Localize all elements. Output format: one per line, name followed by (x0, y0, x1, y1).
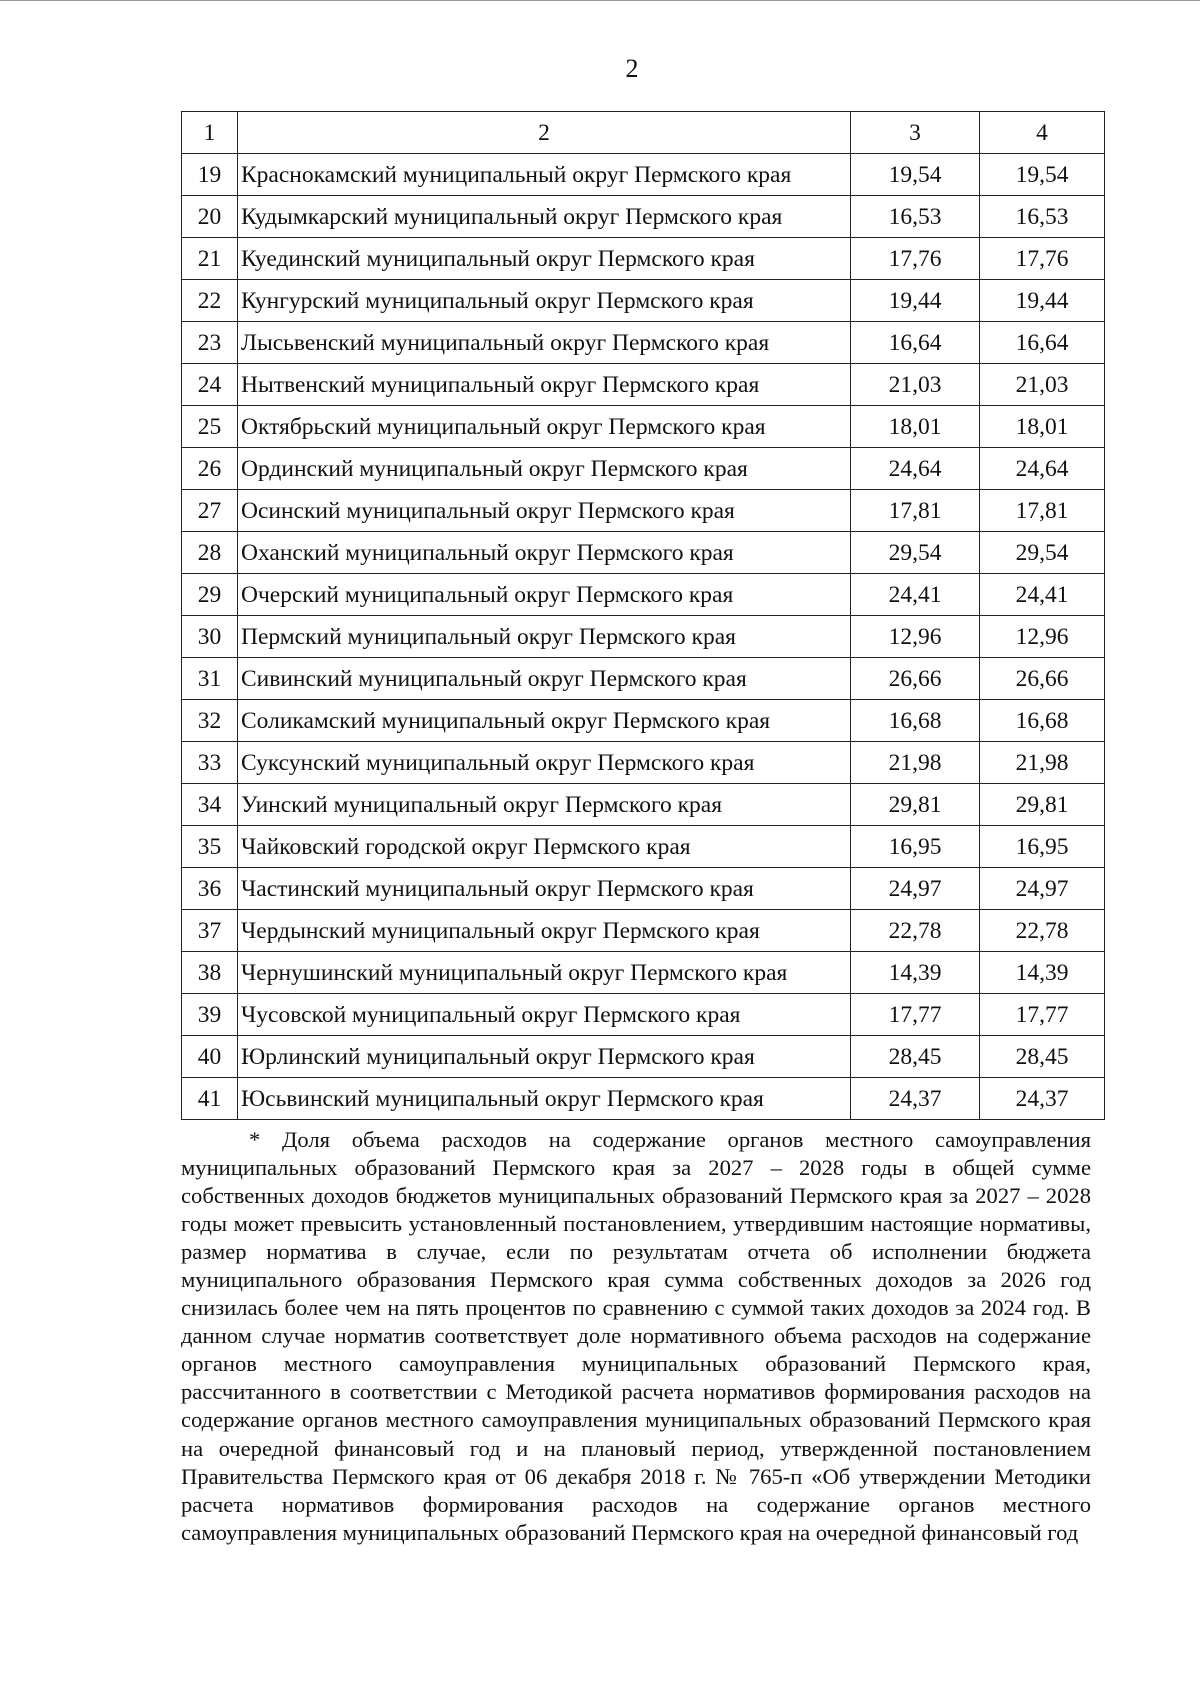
table-row (182, 1078, 1105, 1120)
value-col4-cell: 14,39 (980, 952, 1105, 994)
value-col4-cell: 24,64 (980, 448, 1105, 490)
value-col4-cell: 16,95 (980, 826, 1105, 868)
table-row (182, 448, 1105, 490)
value-col4-cell: 17,76 (980, 238, 1105, 280)
value-col3-cell: 12,96 (851, 616, 980, 658)
row-number-cell: 41 (182, 1078, 238, 1120)
row-number-cell: 23 (182, 322, 238, 364)
value-col3-cell: 21,98 (851, 742, 980, 784)
municipality-name-cell: Кудымкарский муниципальный округ Пермского края (238, 196, 851, 238)
value-col3-cell: 16,64 (851, 322, 980, 364)
value-col4-cell: 16,53 (980, 196, 1105, 238)
row-number-cell: 38 (182, 952, 238, 994)
municipality-name-cell: Суксунский муниципальный округ Пермского края (238, 742, 851, 784)
table-header-row (182, 112, 1105, 154)
table-row (182, 910, 1105, 952)
column-header-2: 2 (238, 112, 851, 154)
row-number-cell: 28 (182, 532, 238, 574)
value-col3-cell: 24,37 (851, 1078, 980, 1120)
value-col3-cell: 18,01 (851, 406, 980, 448)
municipality-name-cell: Ординский муниципальный округ Пермского края (238, 448, 851, 490)
value-col4-cell: 24,97 (980, 868, 1105, 910)
value-col3-cell: 16,95 (851, 826, 980, 868)
value-col3-cell: 17,76 (851, 238, 980, 280)
value-col4-cell: 16,68 (980, 700, 1105, 742)
norms-table (181, 111, 1105, 1120)
value-col4-cell: 16,64 (980, 322, 1105, 364)
value-col4-cell: 24,37 (980, 1078, 1105, 1120)
municipality-name-cell: Чайковский городской округ Пермского края (238, 826, 851, 868)
value-col4-cell: 28,45 (980, 1036, 1105, 1078)
row-number-cell: 20 (182, 196, 238, 238)
value-col3-cell: 16,68 (851, 700, 980, 742)
row-number-cell: 21 (182, 238, 238, 280)
table-row (182, 532, 1105, 574)
row-number-cell: 27 (182, 490, 238, 532)
row-number-cell: 39 (182, 994, 238, 1036)
table-row (182, 994, 1105, 1036)
municipality-name-cell: Соликамский муниципальный округ Пермского края (238, 700, 851, 742)
municipality-name-cell: Уинский муниципальный округ Пермского края (238, 784, 851, 826)
municipality-name-cell: Октябрьский муниципальный округ Пермского края (238, 406, 851, 448)
value-col3-cell: 26,66 (851, 658, 980, 700)
table-row (182, 364, 1105, 406)
municipality-name-cell: Юсьвинский муниципальный округ Пермского края (238, 1078, 851, 1120)
table-row (182, 322, 1105, 364)
municipality-name-cell: Чердынский муниципальный округ Пермского края (238, 910, 851, 952)
row-number-cell: 33 (182, 742, 238, 784)
value-col3-cell: 16,53 (851, 196, 980, 238)
row-number-cell: 25 (182, 406, 238, 448)
table-row (182, 826, 1105, 868)
column-header-3: 3 (851, 112, 980, 154)
value-col4-cell: 26,66 (980, 658, 1105, 700)
page-top-border (0, 0, 1200, 1)
value-col4-cell: 21,03 (980, 364, 1105, 406)
table-row (182, 700, 1105, 742)
table-row (182, 490, 1105, 532)
value-col4-cell: 29,81 (980, 784, 1105, 826)
row-number-cell: 31 (182, 658, 238, 700)
value-col3-cell: 24,97 (851, 868, 980, 910)
municipality-name-cell: Очерский муниципальный округ Пермского края (238, 574, 851, 616)
value-col3-cell: 19,44 (851, 280, 980, 322)
value-col4-cell: 19,44 (980, 280, 1105, 322)
row-number-cell: 30 (182, 616, 238, 658)
table-row (182, 154, 1105, 196)
table-row (182, 784, 1105, 826)
municipality-name-cell: Краснокамский муниципальный округ Пермского края (238, 154, 851, 196)
table-row (182, 574, 1105, 616)
table-row (182, 742, 1105, 784)
row-number-cell: 19 (182, 154, 238, 196)
table-row (182, 280, 1105, 322)
column-header-1: 1 (182, 112, 238, 154)
row-number-cell: 35 (182, 826, 238, 868)
municipality-name-cell: Лысьвенский муниципальный округ Пермского края (238, 322, 851, 364)
row-number-cell: 29 (182, 574, 238, 616)
municipality-name-cell: Кунгурский муниципальный округ Пермского края (238, 280, 851, 322)
table-row (182, 1036, 1105, 1078)
value-col3-cell: 22,78 (851, 910, 980, 952)
value-col4-cell: 21,98 (980, 742, 1105, 784)
row-number-cell: 40 (182, 1036, 238, 1078)
table-row (182, 196, 1105, 238)
row-number-cell: 36 (182, 868, 238, 910)
municipality-name-cell: Частинский муниципальный округ Пермского края (238, 868, 851, 910)
value-col4-cell: 18,01 (980, 406, 1105, 448)
municipality-name-cell: Чусовской муниципальный округ Пермского края (238, 994, 851, 1036)
value-col3-cell: 17,77 (851, 994, 980, 1036)
value-col4-cell: 24,41 (980, 574, 1105, 616)
table-body (182, 112, 1105, 1120)
column-header-4: 4 (980, 112, 1105, 154)
value-col4-cell: 22,78 (980, 910, 1105, 952)
value-col3-cell: 24,64 (851, 448, 980, 490)
table-row (182, 658, 1105, 700)
municipality-name-cell: Куединский муниципальный округ Пермского края (238, 238, 851, 280)
value-col3-cell: 24,41 (851, 574, 980, 616)
table-row (182, 952, 1105, 994)
value-col3-cell: 21,03 (851, 364, 980, 406)
municipality-name-cell: Осинский муниципальный округ Пермского края (238, 490, 851, 532)
value-col3-cell: 14,39 (851, 952, 980, 994)
table-row (182, 868, 1105, 910)
page-number: 2 (625, 54, 639, 83)
municipality-name-cell: Сивинский муниципальный округ Пермского края (238, 658, 851, 700)
value-col4-cell: 12,96 (980, 616, 1105, 658)
value-col4-cell: 17,77 (980, 994, 1105, 1036)
footnote-paragraph: * Доля объема расходов на содержание органов местного самоуправления муниципальных образований Пермского края за 2027 – 2028 годы в общей сумме собственных доходов бюджетов муниципальных образований Пермского края за 2027 – 2028 годы может превысить установленный постановлением, утвердившим настоящие нормативы, размер норматива в случае, если по результатам отчета об исполнении бюджета муниципального образования Пермского края сумма собственных доходов за 2026 год снизилась более чем на пять процентов по сравнению с суммой таких доходов за 2024 год. В данном случае норматив соответствует доле нормативного объема расходов на содержание органов местного самоуправления муниципальных образований Пермского края, рассчитанного в соответствии с Методикой расчета нормативов формирования расходов на содержание органов местного самоуправления муниципальных образований Пермского края на очередной финансовый год и на плановый период, утвержденной постановлением Правительства Пермского края от 06 декабря 2018 г. № 765-п «Об утверждении Методики расчета нормативов формирования расходов на содержание органов местного самоуправления муниципальных образований Пермского края на очередной финансовый год (181, 1127, 1091, 1545)
value-col3-cell: 28,45 (851, 1036, 980, 1078)
value-col3-cell: 19,54 (851, 154, 980, 196)
municipality-name-cell: Пермский муниципальный округ Пермского края (238, 616, 851, 658)
municipality-name-cell: Нытвенский муниципальный округ Пермского края (238, 364, 851, 406)
municipality-name-cell: Оханский муниципальный округ Пермского края (238, 532, 851, 574)
municipality-name-cell: Юрлинский муниципальный округ Пермского края (238, 1036, 851, 1078)
row-number-cell: 32 (182, 700, 238, 742)
table-row (182, 238, 1105, 280)
row-number-cell: 26 (182, 448, 238, 490)
municipality-name-cell: Чернушинский муниципальный округ Пермского края (238, 952, 851, 994)
value-col4-cell: 19,54 (980, 154, 1105, 196)
row-number-cell: 22 (182, 280, 238, 322)
value-col4-cell: 17,81 (980, 490, 1105, 532)
value-col3-cell: 17,81 (851, 490, 980, 532)
value-col3-cell: 29,54 (851, 532, 980, 574)
row-number-cell: 24 (182, 364, 238, 406)
value-col4-cell: 29,54 (980, 532, 1105, 574)
value-col3-cell: 29,81 (851, 784, 980, 826)
row-number-cell: 34 (182, 784, 238, 826)
row-number-cell: 37 (182, 910, 238, 952)
table-row (182, 406, 1105, 448)
table-row (182, 616, 1105, 658)
